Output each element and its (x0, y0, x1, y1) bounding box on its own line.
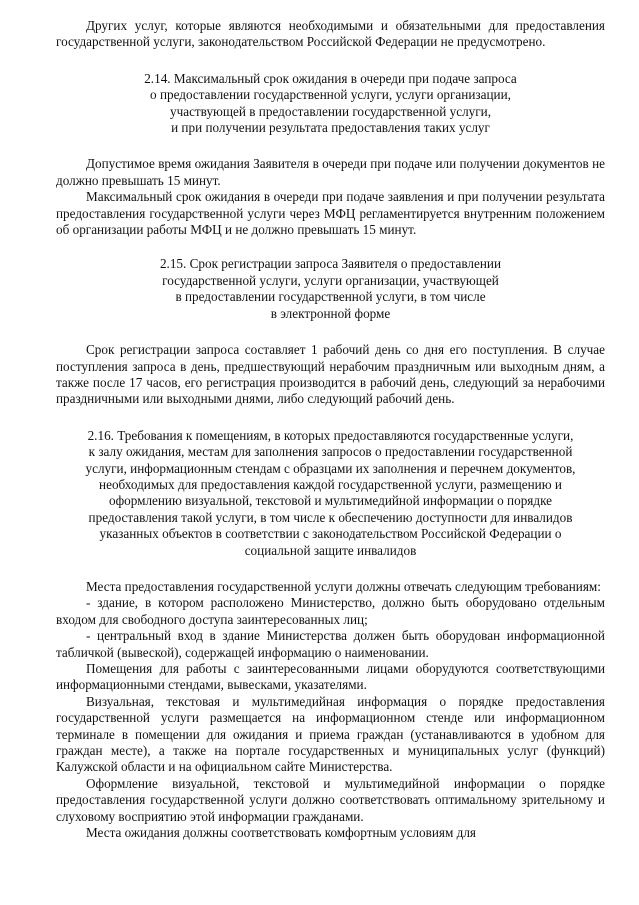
paragraph: Оформление визуальной, текстовой и мультимедийной информации о порядке предоставления государственной услуги должно соответствовать оптимальному зрительному и слуховому восприятию этой информации гражданами. (56, 775, 605, 824)
intro-paragraph: Других услуг, которые являются необходимыми и обязательными для предоставления государственной услуги, законодательством Российской Федерации не предусмотрено. (56, 18, 605, 50)
heading-line: предоставления такой услуги, в том числе к обеспечению доступности для инвалидов (88, 509, 573, 525)
heading-line: необходимых для предоставления каждой государственной услуги, размещению и (99, 476, 562, 492)
heading-line: в электронной форме (270, 305, 391, 321)
section-2-15-heading (56, 256, 605, 322)
heading-line: оформлению визуальной, текстовой и мультимедийной информации о порядке (108, 493, 553, 509)
heading-line: участвующей в предоставлении государственной услуги, (169, 103, 492, 119)
section-2-14-heading (56, 71, 605, 137)
paragraph: Места ожидания должны соответствовать комфортным условиям для (86, 825, 476, 841)
heading-line: 2.16. Требования к помещениям, в которых предоставляются государственные услуги, (87, 427, 574, 443)
heading-line: в предоставлении государственной услуги, в том числе (175, 289, 486, 305)
paragraph: Максимальный срок ожидания в очереди при подаче заявления и при получении результата предоставления государственной услуги через МФЦ регламентируется внутренним положением об организации работы МФЦ и не должно превышать 15 минут. (56, 189, 605, 238)
section-2-16-heading (56, 428, 605, 559)
list-item: - центральный вход в здание Министерства должен быть оборудован информационной табличкой (вывеской), содержащей информацию о наименовании. (56, 628, 605, 660)
paragraph: Визуальная, текстовая и мультимедийная информация о порядке предоставления государственной услуги размещается на информационном стенде или информационном терминале в помещении для ожидания и приема граждан (устанавливаются в удобном для граждан месте), а также на портале государственных и муниципальных услуг (функций) Калужской области и на официальном сайте Министерства. (56, 693, 605, 775)
list-item: - здание, в котором расположено Министерство, должно быть оборудовано отдельным входом для свободного доступа заинтересованных лиц; (56, 595, 605, 627)
paragraph: Срок регистрации запроса составляет 1 рабочий день со дня его поступления. В случае поступления запроса в день, предшествующий нерабочим праздничным или выходным дням, а также после 17 часов, его регистрация производится в рабочий день, следующий за нерабочими праздничными или выходными днями, либо следующий рабочий день. (56, 342, 605, 407)
heading-line: о предоставлении государственной услуги, услуги организации, (150, 87, 511, 103)
heading-line: социальной защите инвалидов (244, 542, 417, 558)
heading-line: государственной услуги, услуги организации, участвующей (162, 272, 499, 288)
heading-line: услуги, информационным стендам с образцами их заполнения и перечнем документов, (85, 460, 576, 476)
paragraph: Допустимое время ожидания Заявителя в очереди при подаче или получении документов не должно превышать 15 минут. (56, 156, 605, 188)
heading-line: и при получении результата предоставления таких услуг (171, 120, 490, 136)
heading-line: 2.14. Максимальный срок ожидания в очереди при подаче запроса (144, 70, 517, 86)
paragraph: Помещения для работы с заинтересованными лицами оборудуются соответствующими информационными стендами, вывесками, указателями. (56, 661, 605, 693)
heading-line: указанных объектов в соответствии с законодательством Российской Федерации о (99, 526, 562, 542)
paragraph: Места предоставления государственной услуги должны отвечать следующим требованиям: (86, 578, 601, 594)
heading-line: 2.15. Срок регистрации запроса Заявителя о предоставлении (159, 256, 502, 272)
heading-line: к залу ожидания, местам для заполнения запросов о предоставлении государственной (88, 444, 573, 460)
